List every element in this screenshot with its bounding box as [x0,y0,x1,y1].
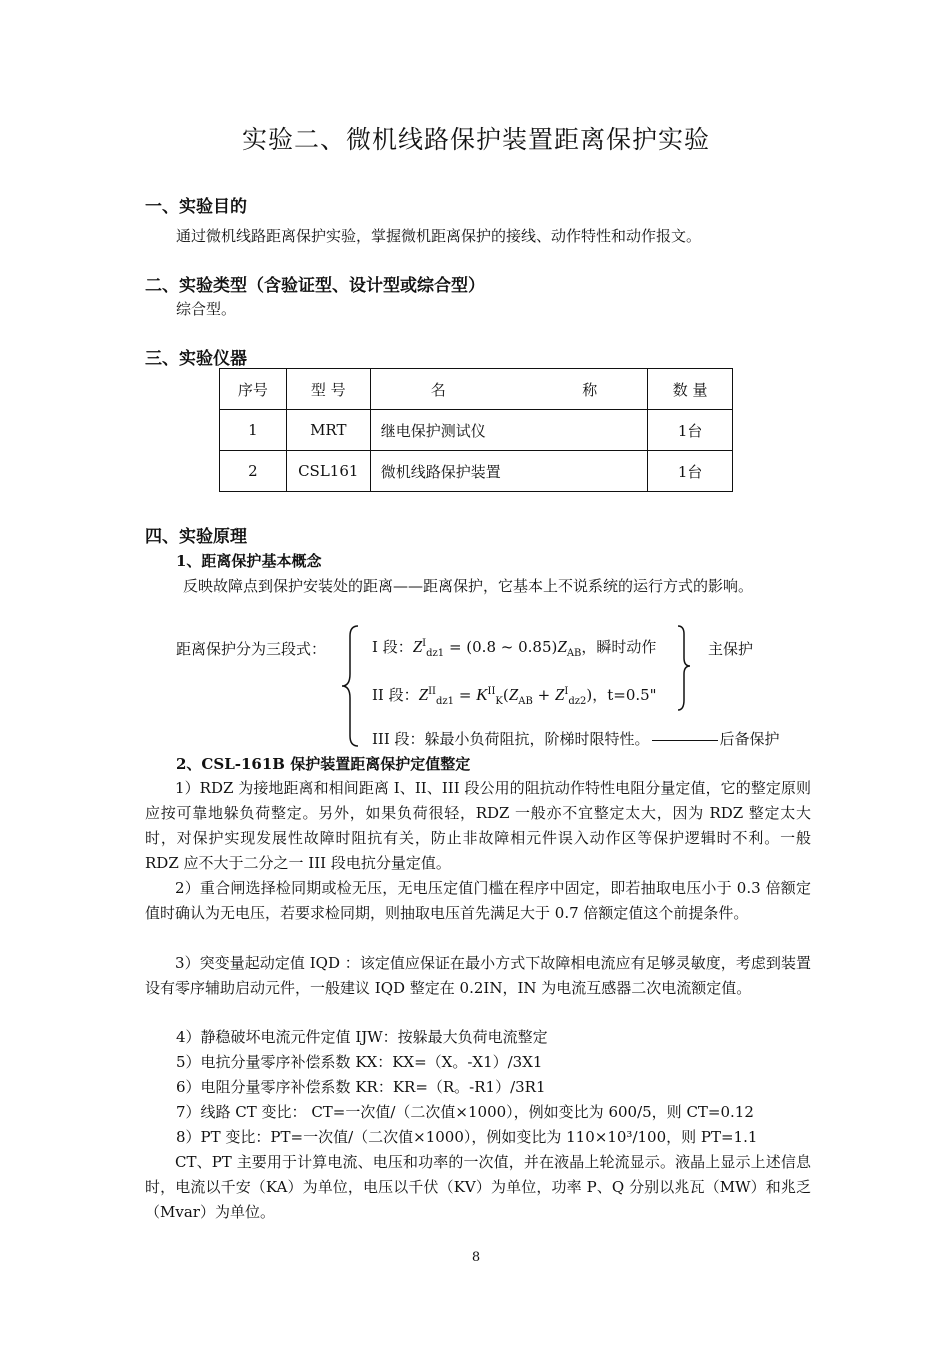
cell-qty: 1台 [648,451,733,492]
paragraph-concept: 反映故障点到保护安装处的距离——距离保护，它基本上不说系统的运行方式的影响。 [183,577,754,595]
section-heading-instruments: 三、实验仪器 [145,349,247,369]
zone1-suffix: ，瞬时动作 [581,638,657,656]
table-row [220,410,733,451]
zone1-formula: I 段：$Z^I_{dz1} = (0.8$ ~ $0.85)Z_{AB}$，瞬时动作 [372,637,657,659]
zone1-equation: = (0.8 ~ 0.85) [448,638,558,656]
section-body-type: 综合型。 [176,300,237,318]
header-name-part1: 名 [430,380,446,399]
cell-qty: 1台 [648,410,733,451]
cell-model: CSL161 [286,451,370,492]
setting-item-7: 7）线路 CT 变比： CT=一次值/（二次值×1000），例如变比为 600/5，则 CT=0.12 [176,1103,754,1121]
header-no: 序号 [220,369,287,410]
cell-name: 继电保护测试仪 [370,410,648,451]
right-brace-icon [674,624,694,712]
setting-item-8: 8）PT 变比：PT=一次值/（二次值×1000），例如变比为 110×10³/100，则 PT=1.1 [176,1128,758,1146]
zone1-prefix: I 段： [372,638,413,656]
zone2-suffix: ，t=0.5" [592,686,657,704]
zone3-text: III 段：躲最小负荷阻抗，阶梯时限特性。 [372,730,650,748]
setting-item-2: 2）重合闸选择检同期或检无压，无电压定值门槛在程序中固定，即若抽取电压小于 0.3 倍额定值时确认为无电压，若要求检同期，则抽取电压首先满足大于 0.7 倍额定值这个前提条件。 [145,879,811,922]
section-body-purpose: 通过微机线路距离保护实验，掌握微机距离保护的接线、动作特性和动作报文。 [176,227,702,245]
setting-item-3: 3）突变量起动定值 IQD ：该定值应保证在最小方式下故障相电流应有足够灵敏度，考虑到装置设有零序辅助启动元件，一般建议 IQD 整定在 0.2IN，IN 为电流互感器二次电流额定值。 [145,954,811,997]
subsection-heading-concept: 1、距离保护基本概念 [176,552,322,570]
setting-item-4: 4）静稳破坏电流元件定值 IJW：按躲最大负荷电流整定 [176,1028,548,1046]
cell-no: 2 [220,451,287,492]
table-header-row [220,369,733,410]
header-qty: 数 量 [648,369,733,410]
cell-no: 1 [220,410,287,451]
instrument-table [219,368,733,492]
setting-item-5: 5）电抗分量零序补偿系数 KX：KX=（X。-X1）/3X1 [176,1053,543,1071]
header-name-part2: 称 [582,380,598,399]
section-heading-purpose: 一、实验目的 [145,197,247,217]
left-brace-icon [338,624,364,748]
page-title: 实验二、微机线路保护装置距离保护实验 [241,125,710,154]
setting-item-6: 6）电阻分量零序补偿系数 KR：KR=（R。-R1）/3R1 [176,1078,546,1096]
backup-protection-label: 后备保护 [719,730,780,748]
cell-name: 微机线路保护装置 [370,451,648,492]
zones-label: 距离保护分为三段式： [176,640,327,658]
arrow-line [652,740,718,741]
zone3-line [372,728,780,749]
table-row [220,451,733,492]
main-protection-label: 主保护 [708,640,754,658]
zone2-formula: II 段：$Z^{II}_{dz1} = K^{II}_K(Z_{AB} + Z^I_{dz2})$，t=0.5" [372,685,657,707]
setting-item-1: 1）RDZ 为接地距离和相间距离 I、II、III 段公用的阻抗动作特性电阻分量定值，它的整定原则应按可靠地躲负荷整定。另外，如果负荷很轻，RDZ 一般亦不宜整定太大，因为 RDZ 整定太大时，对保护实现发展性故障时阻抗有关，防止非故障相元件误入动作区等保护逻辑时不利。一般 RDZ 应不大于二分之一 III 段电抗分量定值。 [145,779,811,872]
section-heading-principle: 四、实验原理 [145,527,247,547]
header-name [370,369,648,410]
cell-model: MRT [286,410,370,451]
header-model: 型 号 [286,369,370,410]
ct-pt-note: CT、PT 主要用于计算电流、电压和功率的一次值，并在液晶上轮流显示。液晶上显示上述信息时，电流以千安（KA）为单位，电压以千伏（KV）为单位，功率 P、Q 分别以兆瓦（MW）和兆乏（Mvar）为单位。 [145,1153,811,1221]
page-number: 8 [471,1250,481,1265]
subsection-heading-settings: 2、CSL-161B 保护装置距离保护定值整定 [176,755,471,773]
section-heading-type: 二、实验类型（含验证型、设计型或综合型） [145,276,485,296]
zone2-prefix: II 段： [372,686,419,704]
